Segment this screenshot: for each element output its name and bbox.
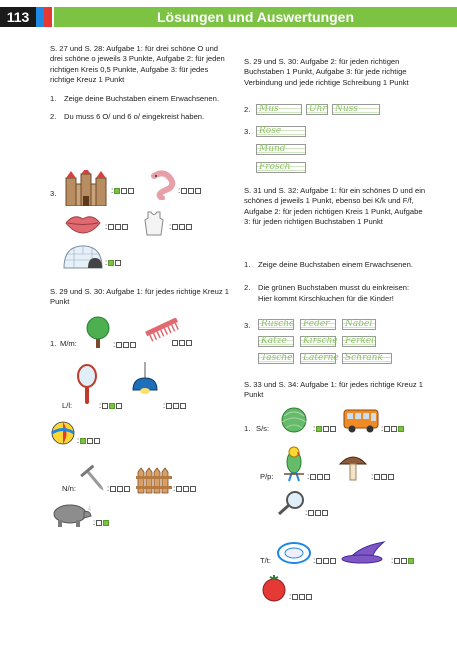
writing-line-uhr: Uhr	[306, 104, 328, 115]
right-para-2: S. 31 und S. 32: Aufgabe 1: für ein schönes D und ein schönes d jeweils 1 Punkt, ebenso bei K/k und F/f, Aufgabe 2: für jeden richtigen Kreis 1 Punkt, Aufgabe 3: für jeden richtigen Buchstaben 1 Punkt	[244, 186, 426, 227]
bus-icon	[342, 406, 380, 434]
left-column	[50, 44, 230, 130]
writing-line-rose: Rose	[256, 126, 306, 137]
undershirt-boxes: :	[168, 222, 192, 231]
grid-word-8: Laterne	[300, 353, 336, 364]
parrot-icon	[280, 446, 308, 482]
checkbox[interactable]	[310, 474, 316, 480]
checkbox[interactable]	[117, 486, 123, 492]
checkbox[interactable]	[323, 558, 329, 564]
mouth-boxes: :	[104, 222, 128, 231]
right-a1-num: 1.	[244, 260, 251, 269]
tree-icon	[84, 316, 112, 348]
checkbox[interactable]	[292, 594, 298, 600]
checkbox[interactable]	[87, 438, 93, 444]
fence-icon	[136, 466, 172, 494]
left-item-1: 1. Zeige deine Buchstaben einem Erwachsenen.	[50, 93, 219, 103]
writing-line-mund: Mund	[256, 144, 306, 155]
checkbox[interactable]	[308, 510, 314, 516]
checkbox[interactable]	[115, 260, 121, 266]
rhino-icon	[50, 500, 92, 528]
ball-icon	[50, 420, 76, 446]
checkbox[interactable]	[103, 520, 109, 526]
blue-stripe	[36, 7, 44, 27]
witch-hat-icon	[340, 540, 390, 564]
right-para-1: S. 29 und S. 30: Aufgabe 2: für jeden richtigen Buchstaben 1 Punkt, Aufgabe 3: für jede richtige Verbindung und jede richtige Schreibung 1 Punkt	[244, 57, 409, 87]
worm-icon	[150, 170, 178, 200]
grid-word-3: Nabel	[342, 319, 376, 330]
checkbox[interactable]	[299, 594, 305, 600]
tomato-boxes: :	[288, 592, 312, 601]
checkbox[interactable]	[316, 558, 322, 564]
checkbox[interactable]	[172, 224, 178, 230]
grid-word-6: Ferkel	[342, 336, 376, 347]
checkbox[interactable]	[130, 342, 136, 348]
checkbox[interactable]	[102, 403, 108, 409]
ball-boxes: :	[76, 436, 100, 445]
ll-label: L/l:	[62, 401, 73, 410]
plate-boxes: :	[312, 556, 336, 565]
checkbox[interactable]	[381, 474, 387, 480]
writing-line-mus: Mus	[256, 104, 302, 115]
right-para-3: S. 33 und S. 34: Aufgabe 1: für jedes richtige Kreuz 1 Punkt	[244, 380, 423, 400]
right-a2-num: 2.	[244, 283, 251, 292]
red-stripe	[44, 7, 52, 27]
lettuce-icon	[276, 404, 312, 434]
checkbox[interactable]	[181, 188, 187, 194]
parrot-boxes: :	[306, 472, 330, 481]
hat-boxes: :	[390, 556, 414, 565]
checkbox[interactable]	[384, 426, 390, 432]
ceiling-lamp-icon	[130, 362, 160, 396]
undershirt-icon	[142, 210, 166, 236]
bus-boxes: :	[380, 424, 404, 433]
checkbox[interactable]	[374, 474, 380, 480]
checkbox[interactable]	[110, 486, 116, 492]
checkbox[interactable]	[306, 594, 312, 600]
page-header	[0, 0, 457, 30]
nail-icon	[80, 464, 108, 494]
checkbox[interactable]	[408, 558, 414, 564]
right-2-num: 2.	[244, 105, 251, 114]
left-para-1: S. 27 und S. 28: Aufgabe 1: für drei schöne O und drei schöne o jeweils 3 Punkte, Aufgabe 2: für jeden richtigen Kreis 0,5 Punkte, Aufgabe 3: für jedes richtige Kreuz 1 Punkt	[50, 44, 225, 85]
mushroom-icon	[338, 450, 368, 482]
checkbox[interactable]	[121, 188, 127, 194]
ss-num: 1.	[244, 424, 251, 433]
checkbox[interactable]	[316, 426, 322, 432]
mm-num: 1.	[50, 339, 57, 348]
checkbox[interactable]	[186, 340, 192, 346]
grid-word-4: Katze	[258, 336, 294, 347]
page-title: Lösungen und Auswertungen	[54, 7, 457, 27]
checkbox[interactable]	[114, 188, 120, 194]
page-number: 113	[0, 7, 36, 27]
checkbox[interactable]	[124, 486, 130, 492]
rhino-boxes: :	[92, 518, 109, 527]
checkbox[interactable]	[166, 403, 172, 409]
mouth-icon	[64, 212, 102, 234]
fence-boxes: :	[172, 484, 196, 493]
left-item-3-num: 3.	[50, 189, 57, 198]
nail-boxes: :	[106, 484, 130, 493]
ss-label: S/s:	[256, 424, 270, 433]
lamp-boxes: :	[162, 401, 186, 410]
comb-boxes	[172, 340, 192, 346]
grid-word-1: Rusche	[258, 319, 294, 330]
checkbox[interactable]	[388, 474, 394, 480]
grid-word-7: Tasche	[258, 353, 294, 364]
checkbox[interactable]	[330, 426, 336, 432]
nn-label: N/n:	[62, 484, 76, 493]
magnifier-boxes: :	[304, 508, 328, 517]
checkbox[interactable]	[173, 403, 179, 409]
checkbox[interactable]	[122, 224, 128, 230]
checkbox[interactable]	[324, 474, 330, 480]
checkbox[interactable]	[330, 558, 336, 564]
writing-line-nuss: Nuss	[332, 104, 380, 115]
checkbox[interactable]	[123, 342, 129, 348]
writing-line-frosch: Frosch	[256, 162, 306, 173]
grid-word-9: Schrank	[342, 353, 392, 364]
checkbox[interactable]	[188, 188, 194, 194]
checkbox[interactable]	[190, 486, 196, 492]
lettuce-boxes: :	[312, 424, 336, 433]
checkbox[interactable]	[394, 558, 400, 564]
checkbox[interactable]	[186, 224, 192, 230]
checkbox[interactable]	[116, 342, 122, 348]
checkbox[interactable]	[109, 403, 115, 409]
checkbox[interactable]	[96, 520, 102, 526]
checkbox[interactable]	[108, 260, 114, 266]
checkbox[interactable]	[128, 188, 134, 194]
grid-word-2: Feder	[300, 319, 336, 330]
igloo-icon	[62, 244, 104, 270]
grid-word-5: Kirsche	[300, 336, 336, 347]
castle-boxes: :	[110, 186, 134, 195]
worm-boxes: :	[177, 186, 201, 195]
tt-label: T/t:	[260, 556, 271, 565]
hand-mirror-icon	[76, 364, 98, 406]
checkbox[interactable]	[317, 474, 323, 480]
checkbox[interactable]	[94, 438, 100, 444]
checkbox[interactable]	[398, 426, 404, 432]
igloo-boxes: :	[104, 258, 121, 267]
checkbox[interactable]	[179, 340, 185, 346]
mirror-boxes: :	[98, 401, 122, 410]
comb-icon	[144, 318, 182, 342]
tree-boxes: :	[112, 340, 136, 349]
magnifying-glass-icon	[276, 490, 306, 516]
castle-icon	[64, 170, 108, 206]
checkbox[interactable]	[115, 224, 121, 230]
checkbox[interactable]	[315, 510, 321, 516]
checkbox[interactable]	[195, 188, 201, 194]
right-a1-text: Zeige deine Buchstaben einem Erwachsenen.	[258, 260, 413, 269]
right-a2-text: Die grünen Buchstaben musst du einkreisen:	[258, 283, 410, 292]
mm-label: M/m:	[60, 339, 77, 348]
checkbox[interactable]	[172, 340, 178, 346]
checkbox[interactable]	[176, 486, 182, 492]
left-para-2: S. 29 und S. 30: Aufgabe 1: für jedes richtige Kreuz 1 Punkt	[50, 287, 229, 307]
right-3-num: 3.	[244, 127, 251, 136]
left-item-2: 2. Du muss 6 O/ und 6 o/ eingekreist haben.	[50, 112, 205, 122]
checkbox[interactable]	[179, 224, 185, 230]
right-a3-num: 3.	[244, 321, 251, 330]
pp-label: P/p:	[260, 472, 274, 481]
checkbox[interactable]	[183, 486, 189, 492]
mushroom-boxes: :	[370, 472, 394, 481]
plate-icon	[276, 540, 312, 566]
checkbox[interactable]	[322, 510, 328, 516]
tomato-icon	[260, 574, 288, 602]
checkbox[interactable]	[80, 438, 86, 444]
checkbox[interactable]	[323, 426, 329, 432]
checkbox[interactable]	[108, 224, 114, 230]
checkbox[interactable]	[180, 403, 186, 409]
right-a2-sentence: Hier kommt Kirschkuchen für die Kinder!	[258, 294, 394, 303]
checkbox[interactable]	[116, 403, 122, 409]
checkbox[interactable]	[401, 558, 407, 564]
checkbox[interactable]	[391, 426, 397, 432]
